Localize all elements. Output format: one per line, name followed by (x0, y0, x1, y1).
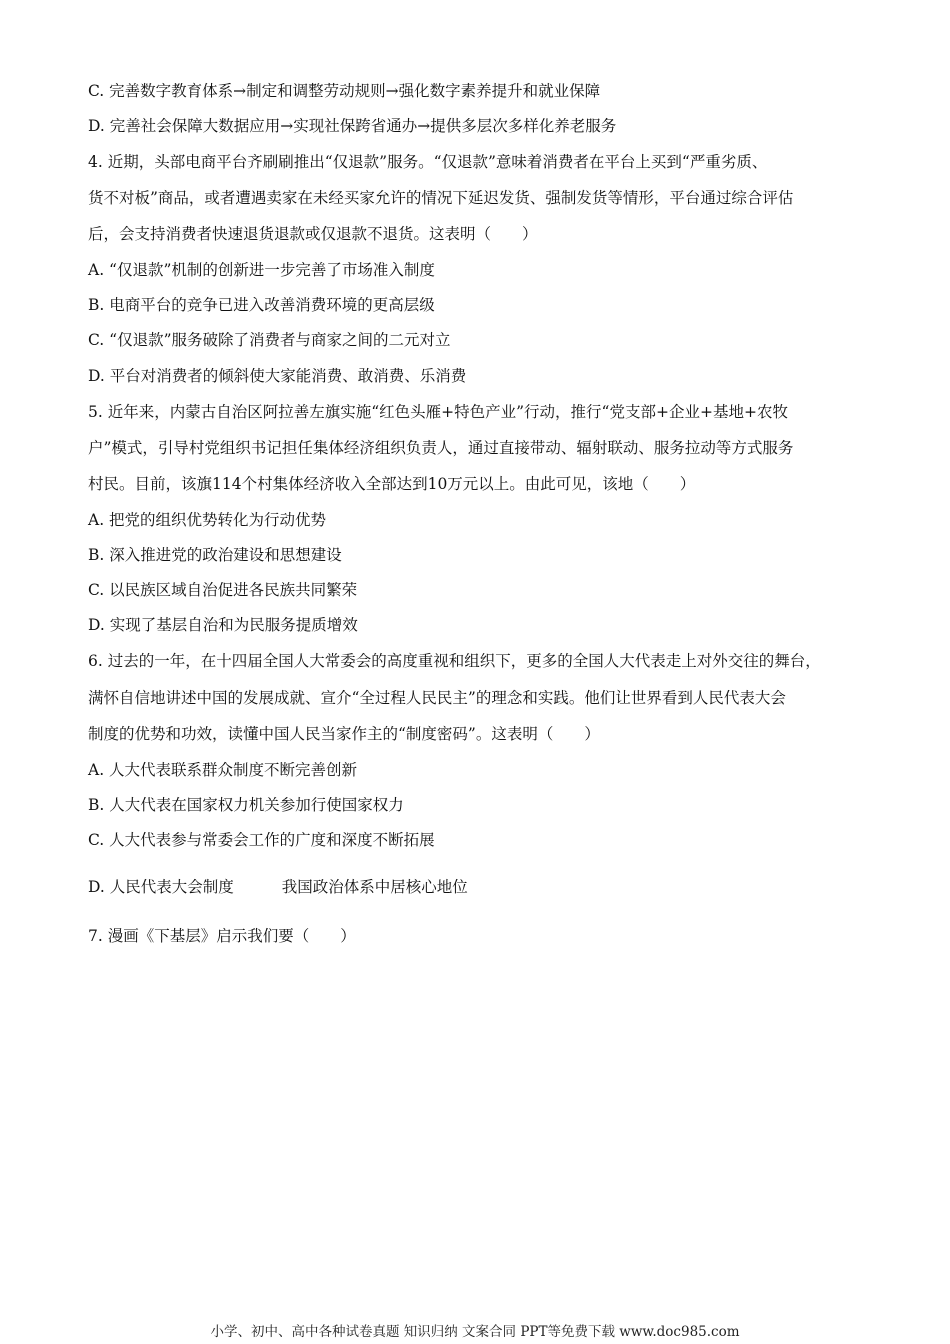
question-5-option-c: C. 以民族区域自治促进各民族共同繁荣 (88, 581, 358, 599)
question-4-option-c: C. “仅退款”服务破除了消费者与商家之间的二元对立 (88, 331, 451, 349)
option-line: D. 完善社会保障大数据应用→实现社保跨省通办→提供多层次多样化养老服务 (88, 117, 617, 135)
question-6-option-c: C. 人大代表参与常委会工作的广度和深度不断拓展 (88, 831, 435, 849)
question-4-stem: 货不对板”商品，或者遭遇卖家在未经买家允许的情况下延迟发货、强制发货等情形，平台通过综合评估 (88, 189, 794, 207)
question-6-stem: 制度的优势和功效，读懂中国人民当家作主的“制度密码”。这表明（ ） (88, 725, 600, 743)
question-4-option-d: D. 平台对消费者的倾斜使大家能消费、敢消费、乐消费 (88, 367, 467, 385)
question-5-stem: 村民。目前，该旗114个村集体经济收入全部达到10万元以上。由此可见，该地（ ） (88, 475, 696, 493)
question-6-option-d: D. 人民代表大会制度 我国政治体系中居核心地位 (88, 878, 468, 896)
page-footer: 小学、初中、高中各种试卷真题 知识归纳 文案合同 PPT等免费下载 www.doc985.com (210, 1324, 740, 1340)
question-5-option-d: D. 实现了基层自治和为民服务提质增效 (88, 616, 358, 634)
question-5-stem: 户”模式，引导村党组织书记担任集体经济组织负责人，通过直接带动、辐射联动、服务拉动等方式服务 (88, 439, 794, 457)
question-6-stem: 满怀自信地讲述中国的发展成就、宣介“全过程人民民主”的理念和实践。他们让世界看到人民代表大会 (88, 689, 786, 707)
question-5-option-a: A. 把党的组织优势转化为行动优势 (88, 511, 327, 529)
question-6-stem: 6. 过去的一年，在十四届全国人大常委会的高度重视和组织下，更多的全国人大代表走上对外交往的舞台， (88, 652, 821, 670)
question-5-stem: 5. 近年来，内蒙古自治区阿拉善左旗实施“红色头雁+特色产业”行动，推行“党支部+企业+基地+农牧 (88, 403, 788, 421)
question-7-stem: 7. 漫画《下基层》启示我们要（ ） (88, 927, 356, 945)
question-4-option-a: A. “仅退款”机制的创新进一步完善了市场准入制度 (88, 261, 435, 279)
question-4-stem: 后，会支持消费者快速退货退款或仅退款不退货。这表明（ ） (88, 225, 538, 243)
question-4-option-b: B. 电商平台的竞争已进入改善消费环境的更高层级 (88, 296, 435, 314)
option-line: C. 完善数字教育体系→制定和调整劳动规则→强化数字素养提升和就业保障 (88, 82, 601, 100)
question-4-stem: 4. 近期，头部电商平台齐刷刷推出“仅退款”服务。“仅退款”意味着消费者在平台上买到“严重劣质、 (88, 153, 768, 171)
question-5-option-b: B. 深入推进党的政治建设和思想建设 (88, 546, 342, 564)
question-6-option-a: A. 人大代表联系群众制度不断完善创新 (88, 761, 358, 779)
question-6-option-b: B. 人大代表在国家权力机关参加行使国家权力 (88, 796, 404, 814)
